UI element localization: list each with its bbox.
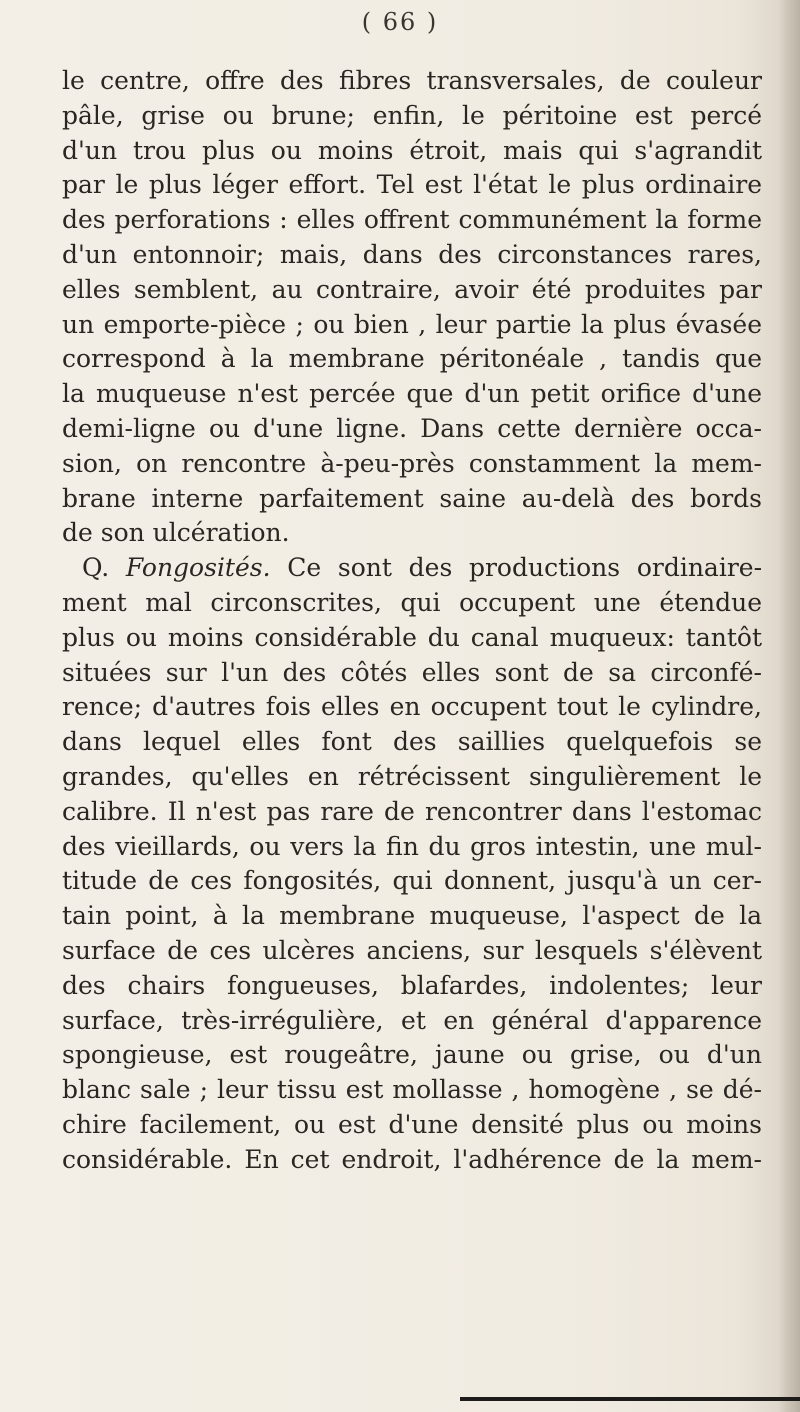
text-line: rence; d'autres fois elles en occupent tout le cylindre,: [62, 692, 762, 722]
text-line: considérable. En cet endroit, l'adhérence de la mem-: [62, 1144, 762, 1174]
text-line: surface de ces ulcères anciens, sur lesquels s'élèvent: [62, 935, 762, 965]
text-line: dans lequel elles font des saillies quelquefois se: [62, 727, 762, 757]
text-line: le centre, offre des fibres transversales, de couleur: [62, 66, 762, 95]
page-gutter-shadow: [778, 0, 800, 1412]
text-line: grandes, qu'elles en rétrécissent singulièrement le: [62, 761, 762, 791]
text-line: tain point, à la membrane muqueuse, l'aspect de la: [62, 901, 762, 931]
text-line: spongieuse, est rougeâtre, jaune ou grise, ou d'un: [62, 1040, 762, 1070]
text-line: situées sur l'un des côtés elles sont de sa circonfé-: [62, 657, 762, 687]
text-line: des chairs fongueuses, blafardes, indolentes; leur: [62, 970, 762, 1000]
paragraph-title: Fongosités.: [125, 553, 271, 583]
text-line: brane interne parfaitement saine au-delà des bords: [62, 483, 762, 513]
text-line: des vieillards, ou vers la fin du gros intestin, une mul-: [62, 831, 762, 861]
text-line: plus ou moins considérable du canal muqueux: tantôt: [62, 622, 762, 652]
text-line: elles semblent, au contraire, avoir été produites par: [62, 274, 762, 304]
text-line: des perforations : elles offrent communément la forme: [62, 205, 762, 235]
text-line: blanc sale ; leur tissu est mollasse , homogène , se dé-: [62, 1075, 762, 1105]
paragraph-first-line-rest: Ce sont des productions ordinaire-: [287, 553, 763, 583]
text-line: d'un entonnoir; mais, dans des circonstances rares,: [62, 239, 762, 269]
text-line: surface, très-irrégulière, et en général d'apparence: [62, 1005, 762, 1035]
text-line: d'un trou plus ou moins étroit, mais qui s'agrandit: [62, 135, 762, 165]
paragraph-heading-line: [62, 551, 762, 586]
text-line: un emporte-pièce ; ou bien , leur partie la plus évasée: [62, 309, 762, 339]
text-line: de son ulcération.: [62, 518, 290, 548]
text-line: titude de ces fongosités, qui donnent, jusqu'à un cer-: [62, 866, 762, 896]
bottom-edge-shadow: [460, 1397, 800, 1401]
text-line: demi-ligne ou d'une ligne. Dans cette dernière occa-: [62, 413, 762, 443]
text-line: la muqueuse n'est percée que d'un petit orifice d'une: [62, 379, 762, 409]
text-line: calibre. Il n'est pas rare de rencontrer dans l'estomac: [62, 796, 762, 826]
text-line: sion, on rencontre à-peu-près constamment la mem-: [62, 448, 762, 478]
text-line: chire facilement, ou est d'une densité plus ou moins: [62, 1109, 762, 1139]
text-line: correspond à la membrane péritonéale , tandis que: [62, 344, 762, 374]
text-line: par le plus léger effort. Tel est l'état le plus ordinaire: [62, 170, 762, 200]
page-number: ( 66 ): [361, 8, 439, 36]
text-line: ment mal circonscrites, qui occupent une étendue: [62, 587, 762, 617]
text-line: pâle, grise ou brune; enfin, le péritoine est percé: [62, 100, 762, 130]
paragraph-label: Q.: [82, 553, 110, 583]
body-text: [62, 64, 762, 1178]
